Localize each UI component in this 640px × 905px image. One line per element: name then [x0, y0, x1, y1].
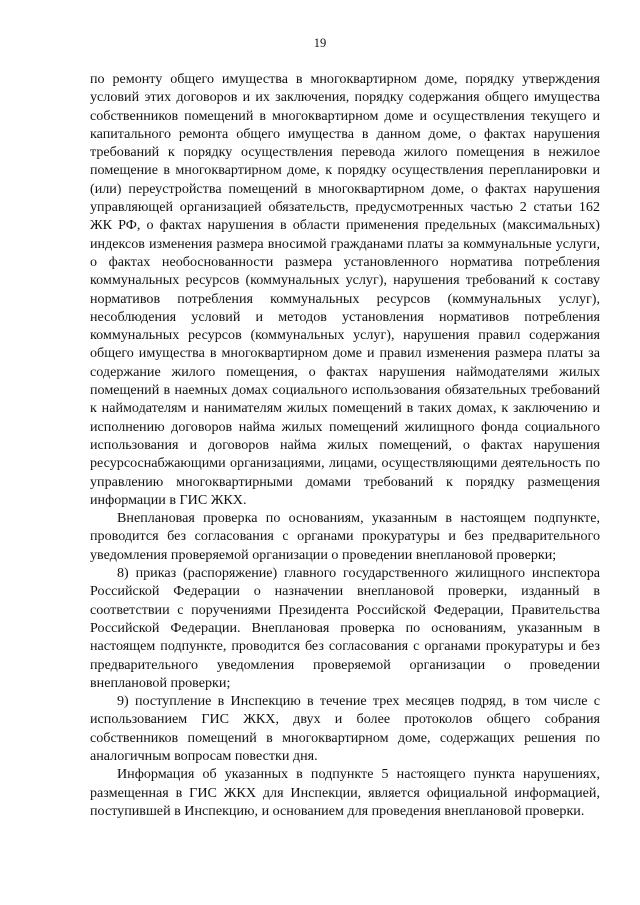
paragraph-item-9: 9) поступление в Инспекцию в течение трех месяцев подряд, в том числе с использованием ГИС ЖКХ, двух и более протоколов общего собрания собственников помещений в многоквартирном доме, содержащих решения по аналогичным вопросам повестки дня.: [90, 693, 600, 764]
document-body: [90, 70, 600, 820]
paragraph-item-8: 8) приказ (распоряжение) главного государственного жилищного инспектора Российской Федерации о назначении внеплановой проверки, изданный в соответствии с поручениями Президента Российской Федерации, Правительства Российской Федерации. Внеплановая проверка по основаниям, указанным в настоящем подпункте, проводится без согласования с органами прокуратуры и без предварительного уведомления проверяемой организации о проведении внеплановой проверки;: [90, 565, 600, 691]
paragraph-unscheduled-inspection-note: Внеплановая проверка по основаниям, указанным в настоящем подпункте, проводится без согласования с органами прокуратуры и без предварительного уведомления проверяемой организации о проведении внеплановой проверки;: [90, 510, 600, 563]
paragraph-information-note: Информация об указанных в подпункте 5 настоящего пункта нарушениях, размещенная в ГИС ЖКХ для Инспекции, является официальной информацией, поступившей в Инспекцию, и основанием для проведения внеплановой проверки.: [90, 766, 600, 819]
page-number: 19: [313, 36, 327, 50]
paragraph-continuation: по ремонту общего имущества в многоквартирном доме, порядку утверждения условий этих договоров и их заключения, порядку содержания общего имущества собственников помещений в многоквартирном доме и осуществления текущего и капитального ремонта общего имущества в данном доме, о фактах нарушения требований к порядку осуществления перевода жилого помещения в нежилое помещение в многоквартирном доме, к порядку осуществления перепланировки и (или) переустройства помещений в многоквартирном доме, о фактах нарушения управляющей организацией обязательств, предусмотренных частью 2 статьи 162 ЖК РФ, о фактах нарушения в области применения предельных (максимальных) индексов изменения размера вносимой гражданами платы за коммунальные услуги, о фактах необоснованности размера установленного норматива потребления коммунальных ресурсов (коммунальных услуг), нарушения требований к составу нормативов потребления коммунальных ресурсов (коммунальных услуг), несоблюдения условий и методов установления нормативов потребления коммунальных ресурсов (коммунальных услуг), нарушения правил содержания общего имущества в многоквартирном доме и правил изменения размера платы за содержание жилого помещения, о фактах нарушения наймодателями жилых помещений в наемных домах социального использования обязательных требований к наймодателям и нанимателям жилых помещений в таких домах, к заключению и исполнению договоров найма жилых помещений жилищного фонда социального использования и договоров найма жилых помещений, о фактах нарушения ресурсоснабжающими организациями, лицами, осуществляющими деятельность по управлению многоквартирными домами требований к порядку размещения информации в ГИС ЖКХ.: [90, 71, 600, 508]
